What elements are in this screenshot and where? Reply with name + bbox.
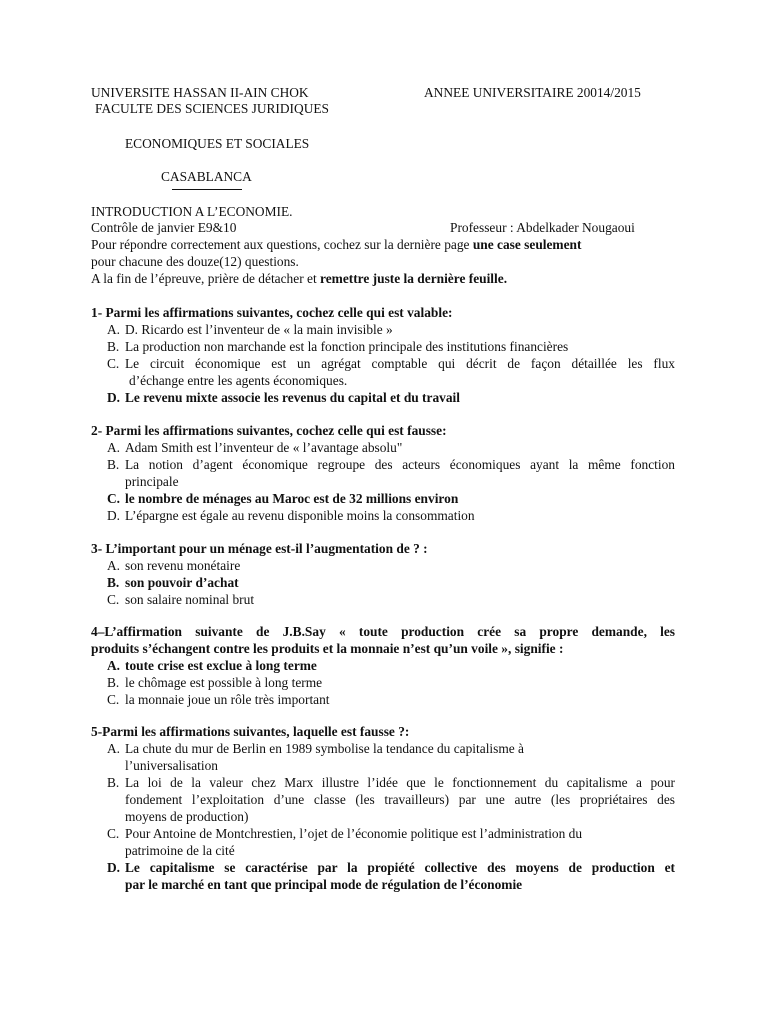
- option-letter: A.: [107, 322, 121, 337]
- question-4: [91, 623, 675, 708]
- faculty-name-line1: FACULTE DES SCIENCES JURIDIQUES: [95, 101, 329, 116]
- option-letter: A.: [107, 741, 121, 756]
- option-text: La production non marchande est la fonction principale des institutions financières: [125, 339, 569, 354]
- option-text: D. Ricardo est l’inventeur de « la main invisible »: [125, 322, 393, 337]
- option-text: Le revenu mixte associe les revenus du capital et du travail: [125, 390, 460, 405]
- question-title-line-1: 4–L’affirmation suivante de J.B.Say « toute production crée sa propre demande, les: [91, 624, 675, 639]
- option-4a: [91, 657, 675, 674]
- option-2d: [91, 507, 675, 524]
- option-5c: [91, 825, 675, 842]
- option-letter: D.: [107, 390, 121, 405]
- option-letter: B.: [107, 575, 120, 590]
- option-letter: A.: [107, 558, 121, 573]
- option-1c: [91, 355, 675, 372]
- question-title: [91, 540, 675, 557]
- question-5: [91, 723, 675, 893]
- option-text: principale: [125, 474, 179, 489]
- option-2b: [91, 456, 675, 473]
- exam-session: Contrôle de janvier E9&10: [91, 220, 237, 235]
- question-title: 5-Parmi les affirmations suivantes, laquelle est fausse ?:: [91, 724, 410, 739]
- option-text: moyens de production): [125, 809, 249, 824]
- option-letter: C.: [107, 356, 120, 371]
- instruction-text: Pour répondre correctement aux questions, cochez sur la dernière page: [91, 237, 473, 252]
- question-title-line-2: produits s’échangent contre les produits et la monnaie n’est qu’un voile », signifie :: [91, 641, 564, 656]
- option-text: toute crise est exclue à long terme: [125, 658, 317, 673]
- option-text: la monnaie joue un rôle très important: [125, 692, 330, 707]
- option-text: d’échange entre les agents économiques.: [129, 373, 348, 388]
- course-title: INTRODUCTION A L’ECONOMIE.: [91, 204, 293, 219]
- option-text: son revenu monétaire: [125, 558, 241, 573]
- option-text: son salaire nominal brut: [125, 592, 255, 607]
- option-text: La notion d’agent économique regroupe des acteurs économiques ayant la même fonction: [125, 457, 675, 472]
- option-letter: A.: [107, 658, 121, 673]
- option-2a: [91, 439, 675, 456]
- option-4c: [91, 691, 675, 708]
- option-text: patrimoine de la cité: [125, 843, 235, 858]
- option-letter: A.: [107, 440, 121, 455]
- option-text: La loi de la valeur chez Marx illustre l’idée que le fonctionnement du capitalisme a pour: [125, 775, 675, 790]
- option-letter: C.: [107, 692, 120, 707]
- option-letter: B.: [107, 339, 120, 354]
- instruction-emphasis: une case seulement: [472, 237, 582, 252]
- instruction-line-2: pour chacune des douze(12) questions.: [91, 254, 299, 269]
- option-text: par le marché en tant que principal mode de régulation de l’économie: [125, 877, 523, 892]
- option-text: Le capitalisme se caractérise par la propiété collective des moyens de production et: [125, 860, 675, 875]
- option-5d-continuation: [91, 876, 675, 893]
- option-text: son pouvoir d’achat: [125, 575, 239, 590]
- question-title: 2- Parmi les affirmations suivantes, cochez celle qui est fausse:: [91, 423, 447, 438]
- option-5b-continuation-1: [91, 791, 675, 808]
- option-5b-continuation-2: [91, 808, 675, 825]
- instruction-text: A la fin de l’épreuve, prière de détacher et: [91, 271, 321, 286]
- instruction-emphasis: remettre juste la dernière feuille.: [320, 271, 508, 286]
- question-2: [91, 422, 675, 524]
- option-2c: [91, 490, 675, 507]
- option-5d: [91, 859, 675, 876]
- option-letter: B.: [107, 457, 120, 472]
- option-text: La chute du mur de Berlin en 1989 symbolise la tendance du capitalisme à: [125, 741, 524, 756]
- option-letter: D.: [107, 508, 121, 523]
- option-3c: [91, 591, 675, 608]
- option-5c-continuation: [91, 842, 675, 859]
- question-title: 1- Parmi les affirmations suivantes, cochez celle qui est valable:: [91, 305, 453, 320]
- header-divider: [172, 189, 242, 190]
- question-title-text: 3- L’important pour un ménage est-il l’augmentation de ? :: [91, 541, 428, 556]
- option-text: Pour Antoine de Montchrestien, l’ojet de l’économie politique est l’administration du: [125, 826, 583, 841]
- professor-name: Professeur : Abdelkader Nougaoui: [450, 220, 635, 235]
- option-5a: [91, 740, 675, 757]
- instruction-line-1: [91, 237, 581, 253]
- option-letter: C.: [107, 826, 120, 841]
- option-text: L’épargne est égale au revenu disponible moins la consommation: [125, 508, 475, 523]
- instruction-line-3: [91, 271, 507, 287]
- option-text: l’universalisation: [125, 758, 218, 773]
- city-name: CASABLANCA: [161, 169, 252, 184]
- option-text: fondement l’exploitation d’une classe (les travailleurs) par une autre (les propriétaires des: [125, 792, 675, 807]
- option-1c-continuation: [91, 372, 675, 389]
- option-1b: [91, 338, 675, 355]
- option-text: le chômage est possible à long terme: [125, 675, 323, 690]
- option-3b: [91, 574, 675, 591]
- option-letter: D.: [107, 860, 121, 875]
- option-4b: [91, 674, 675, 691]
- option-1a: [91, 321, 675, 338]
- option-5a-continuation: [91, 757, 675, 774]
- option-letter: B.: [107, 675, 120, 690]
- university-name: UNIVERSITE HASSAN II-AIN CHOK: [91, 85, 309, 100]
- question-3: [91, 540, 675, 608]
- faculty-name-line2: ECONOMIQUES ET SOCIALES: [125, 136, 310, 151]
- option-letter: B.: [107, 775, 120, 790]
- option-1d: [91, 389, 675, 406]
- option-3a: [91, 557, 675, 574]
- academic-year: ANNEE UNIVERSITAIRE 20014/2015: [424, 85, 641, 100]
- option-text: Adam Smith est l’inventeur de « l’avantage absolu": [125, 440, 403, 455]
- question-1: [91, 304, 675, 406]
- option-letter: C.: [107, 491, 121, 506]
- option-text: Le circuit économique est un agrégat comptable qui décrit de façon détaillée les flux: [125, 356, 675, 371]
- option-letter: C.: [107, 592, 120, 607]
- option-2b-continuation: [91, 473, 675, 490]
- option-text: le nombre de ménages au Maroc est de 32 millions environ: [125, 491, 459, 506]
- option-5b: [91, 774, 675, 791]
